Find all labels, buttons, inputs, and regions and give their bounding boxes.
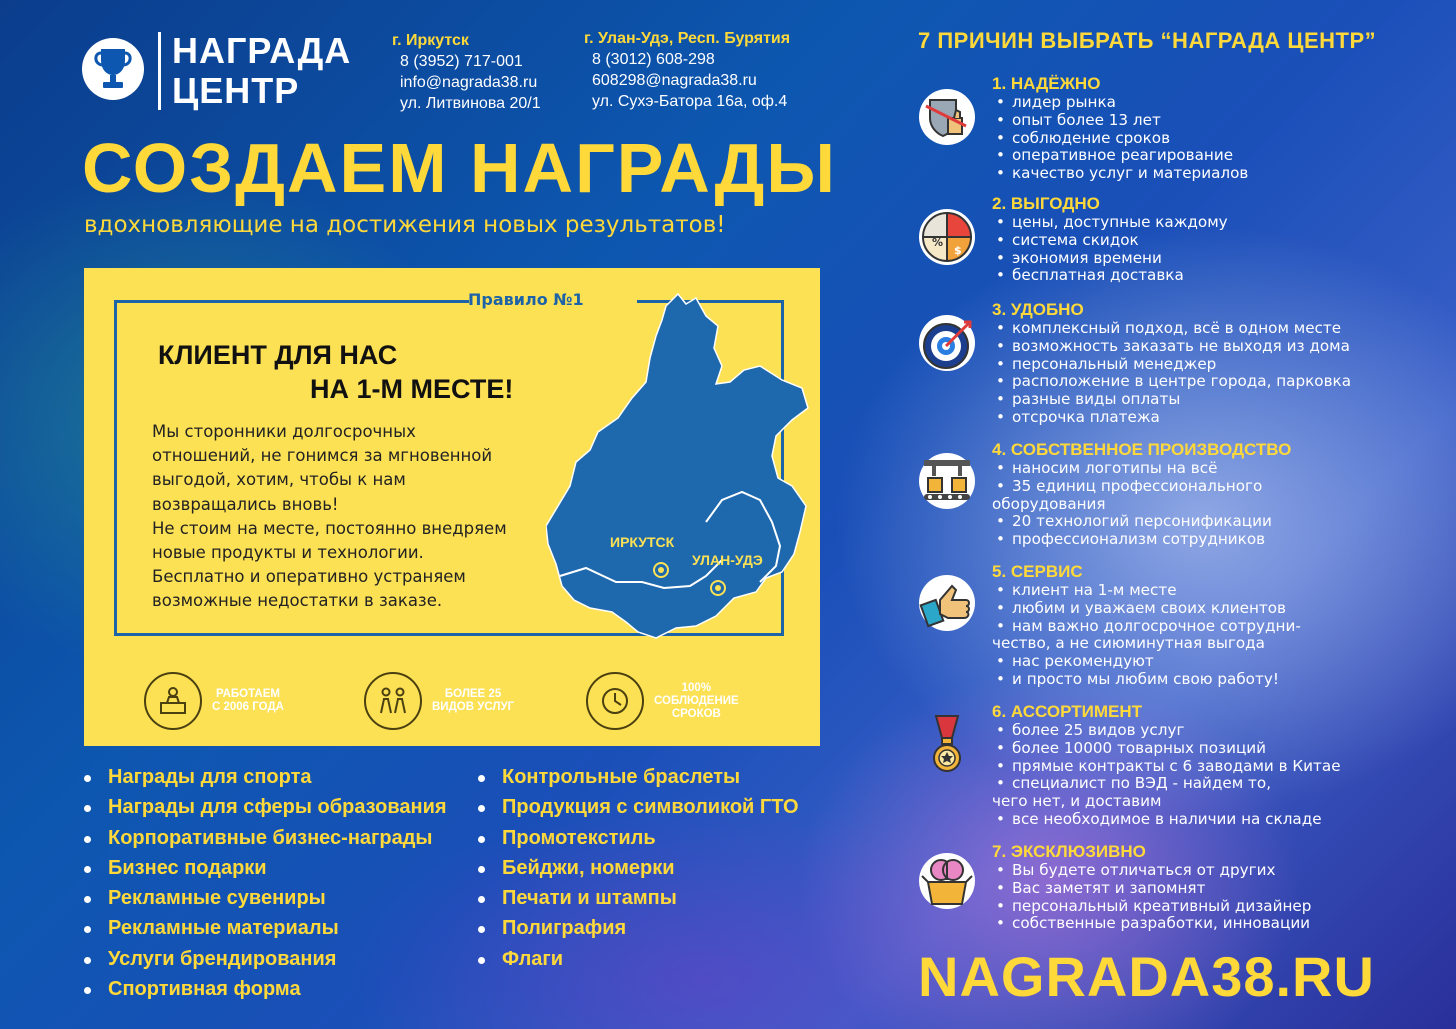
list-item: • расположение в центре города, парковка — [992, 373, 1442, 391]
list-item: • Вас заметят и запомнят — [992, 880, 1442, 898]
reason-title: 7. ЭКСКЛЮЗИВНО — [992, 842, 1146, 861]
rule-label: Правило №1 — [468, 290, 584, 309]
reason-items — [992, 460, 1442, 549]
logo-line2: ЦЕНТР — [172, 70, 300, 111]
city-irkutsk: г. Иркутск — [392, 32, 469, 49]
badge-line: С 2006 ГОДА — [212, 701, 284, 713]
list-item: • нас рекомендуют — [992, 653, 1442, 671]
reason-items — [992, 214, 1442, 285]
reason-items — [992, 582, 1442, 689]
reason-items — [992, 320, 1442, 427]
rule-text-line: отношений, не гонимся за мгновенной — [152, 446, 493, 466]
svg-text:%: % — [932, 236, 944, 249]
badge-deadlines — [586, 672, 739, 730]
badge-line: ВИДОВ УСЛУГ — [432, 701, 515, 713]
list-item: • возможность заказать не выходя из дома — [992, 338, 1442, 356]
list-item: • клиент на 1-м месте — [992, 582, 1442, 600]
list-item: • профессионализм сотрудников — [992, 531, 1442, 549]
list-item: оборудования — [992, 494, 1106, 513]
region-map — [546, 286, 811, 646]
trophy-icon — [82, 38, 144, 100]
page-subtitle: вдохновляющие на достижения новых результатов! — [84, 212, 726, 238]
email-irkutsk[interactable]: info@nagrada38.ru — [400, 74, 538, 91]
list-item: Контрольные браслеты — [478, 766, 799, 796]
logo-line1: НАГРАДА — [172, 30, 352, 71]
list-item: Продукция с символикой ГТО — [478, 796, 799, 826]
list-item: чество, а не сиюминутная выгода — [992, 634, 1265, 653]
list-item: • 20 технологий персонификации — [992, 513, 1442, 531]
brain-box-icon — [918, 852, 976, 910]
rule-title-line2: НА 1-М МЕСТЕ! — [310, 374, 514, 404]
list-item: Бизнес подарки — [84, 857, 447, 887]
list-item: • нам важно долгосрочное сотрудни- — [992, 618, 1442, 636]
rule-text-line: Мы сторонники долгосрочных — [152, 422, 416, 441]
list-item: • лидер рынка — [992, 94, 1442, 112]
badge-line: БОЛЕЕ 25 — [444, 688, 502, 700]
rule-text-line: Не стоим на месте, постоянно внедряем — [152, 518, 507, 538]
list-item: • 35 единиц профессионального — [992, 478, 1442, 496]
list-item: • бесплатная доставка — [992, 267, 1442, 285]
badge-line: 100% — [681, 681, 712, 694]
rule-card — [84, 268, 820, 746]
badge-line: СРОКОВ — [671, 707, 721, 720]
list-item: Флаги — [478, 948, 799, 978]
list-item: • качество услуг и материалов — [992, 165, 1442, 183]
phone-ulanude[interactable]: 8 (3012) 608-298 — [592, 51, 715, 68]
rule-text — [152, 420, 542, 614]
list-item: • и просто мы любим свою работу! — [992, 671, 1442, 689]
list-item: • все необходимое в наличии на складе — [992, 811, 1442, 829]
address-irkutsk: ул. Литвинова 20/1 — [400, 95, 541, 112]
list-item: • более 10000 товарных позиций — [992, 740, 1442, 758]
badge-line: РАБОТАЕМ — [215, 688, 280, 700]
like-icon — [918, 574, 976, 632]
list-item: • цены, доступные каждому — [992, 214, 1442, 232]
reason-title: 1. НАДЁЖНО — [992, 74, 1101, 93]
list-item: • более 25 видов услуг — [992, 722, 1442, 740]
shield-thumb-icon — [918, 88, 976, 146]
reason-items — [992, 722, 1442, 829]
reason-title: 4. СОБСТВЕННОЕ ПРОИЗВОДСТВО — [992, 440, 1292, 459]
services-list-left — [84, 766, 447, 1008]
clock-icon — [586, 672, 644, 730]
page-title: СОЗДАЕМ НАГРАДЫ — [82, 129, 837, 207]
list-item: • комплексный подход, всё в одном месте — [992, 320, 1442, 338]
rule-text-line: Бесплатно и оперативно устраняем — [152, 567, 466, 587]
badge-25-services — [364, 672, 514, 730]
rule-title-line1: КЛИЕНТ ДЛЯ НАС — [158, 340, 398, 370]
contacts-irkutsk — [392, 30, 541, 114]
badge-text — [432, 688, 514, 714]
list-item: Награды для спорта — [84, 766, 447, 796]
reason-title: 3. УДОБНО — [992, 300, 1084, 319]
pie-money-icon — [918, 208, 976, 266]
badge-text — [654, 682, 739, 721]
reason-title: 6. АССОРТИМЕНТ — [992, 702, 1142, 721]
phone-irkutsk[interactable]: 8 (3952) 717-001 — [400, 53, 523, 70]
factory-icon — [918, 452, 976, 510]
rule-text-line: новые продукты и технологии. — [152, 543, 424, 563]
list-item: • соблюдение сроков — [992, 130, 1442, 148]
reason-items — [992, 862, 1442, 933]
list-item: • прямые контракты с 6 заводами в Китае — [992, 758, 1442, 776]
list-item: Услуги брендирования — [84, 948, 447, 978]
logo — [82, 30, 352, 112]
address-ulanude: ул. Сухэ-Батора 16а, оф.4 — [592, 93, 788, 110]
list-item: Промотекстиль — [478, 827, 799, 857]
list-item: • разные виды оплаты — [992, 391, 1442, 409]
list-item: • экономия времени — [992, 250, 1442, 268]
list-item: • специалист по ВЭД - найдем то, — [992, 775, 1442, 793]
list-item: • оперативное реагирование — [992, 147, 1442, 165]
svg-text:$: $ — [954, 244, 962, 257]
list-item: Рекламные сувениры — [84, 887, 447, 917]
list-item: • персональный менеджер — [992, 356, 1442, 374]
map-label-ulanude: УЛАН-УДЭ — [692, 552, 763, 568]
list-item: Спортивная форма — [84, 978, 447, 1008]
list-item: • отсрочка платежа — [992, 409, 1442, 427]
reason-title: 5. СЕРВИС — [992, 562, 1083, 581]
list-item: • опыт более 13 лет — [992, 112, 1442, 130]
worker-icon — [144, 672, 202, 730]
list-item: Полиграфия — [478, 917, 799, 947]
services-list-right — [478, 766, 799, 978]
contacts-ulanude — [584, 28, 790, 112]
rule-text-line: возможные недостатки в заказе. — [152, 591, 443, 611]
list-item: • любим и уважаем своих клиентов — [992, 600, 1442, 618]
list-item: Печати и штампы — [478, 887, 799, 917]
list-item: Бейджи, номерки — [478, 857, 799, 887]
list-item: Корпоративные бизнес-награды — [84, 827, 447, 857]
reasons-title: 7 ПРИЧИН ВЫБРАТЬ “НАГРАДА ЦЕНТР” — [918, 28, 1377, 53]
reason-title: 2. ВЫГОДНО — [992, 194, 1100, 213]
list-item: Рекламные материалы — [84, 917, 447, 947]
rule-text-line: выгодой, хотим, чтобы к нам — [152, 470, 406, 490]
list-item: чего нет, и доставим — [992, 792, 1162, 811]
list-item: • система скидок — [992, 232, 1442, 250]
people-icon — [364, 672, 422, 730]
medal-icon — [918, 714, 976, 772]
reason-items — [992, 94, 1442, 183]
list-item: • собственные разработки, инновации — [992, 915, 1442, 933]
badge-text — [212, 688, 284, 714]
website-link[interactable]: NAGRADA38.RU — [918, 945, 1375, 1008]
list-item: • персональный креативный дизайнер — [992, 898, 1442, 916]
email-ulanude[interactable]: 608298@nagrada38.ru — [592, 72, 757, 89]
target-icon — [918, 314, 976, 372]
badge-line: СОБЛЮДЕНИЕ — [654, 694, 739, 707]
list-item: • наносим логотипы на всё — [992, 460, 1442, 478]
map-label-irkutsk: ИРКУТСК — [610, 534, 675, 550]
rule-text-line: возвращались вновь! — [152, 494, 339, 514]
list-item: Награды для сферы образования — [84, 796, 447, 826]
list-item: • Вы будете отличаться от других — [992, 862, 1442, 880]
badge-since-2006 — [144, 672, 284, 730]
city-ulanude: г. Улан-Удэ, Респ. Бурятия — [584, 30, 791, 47]
